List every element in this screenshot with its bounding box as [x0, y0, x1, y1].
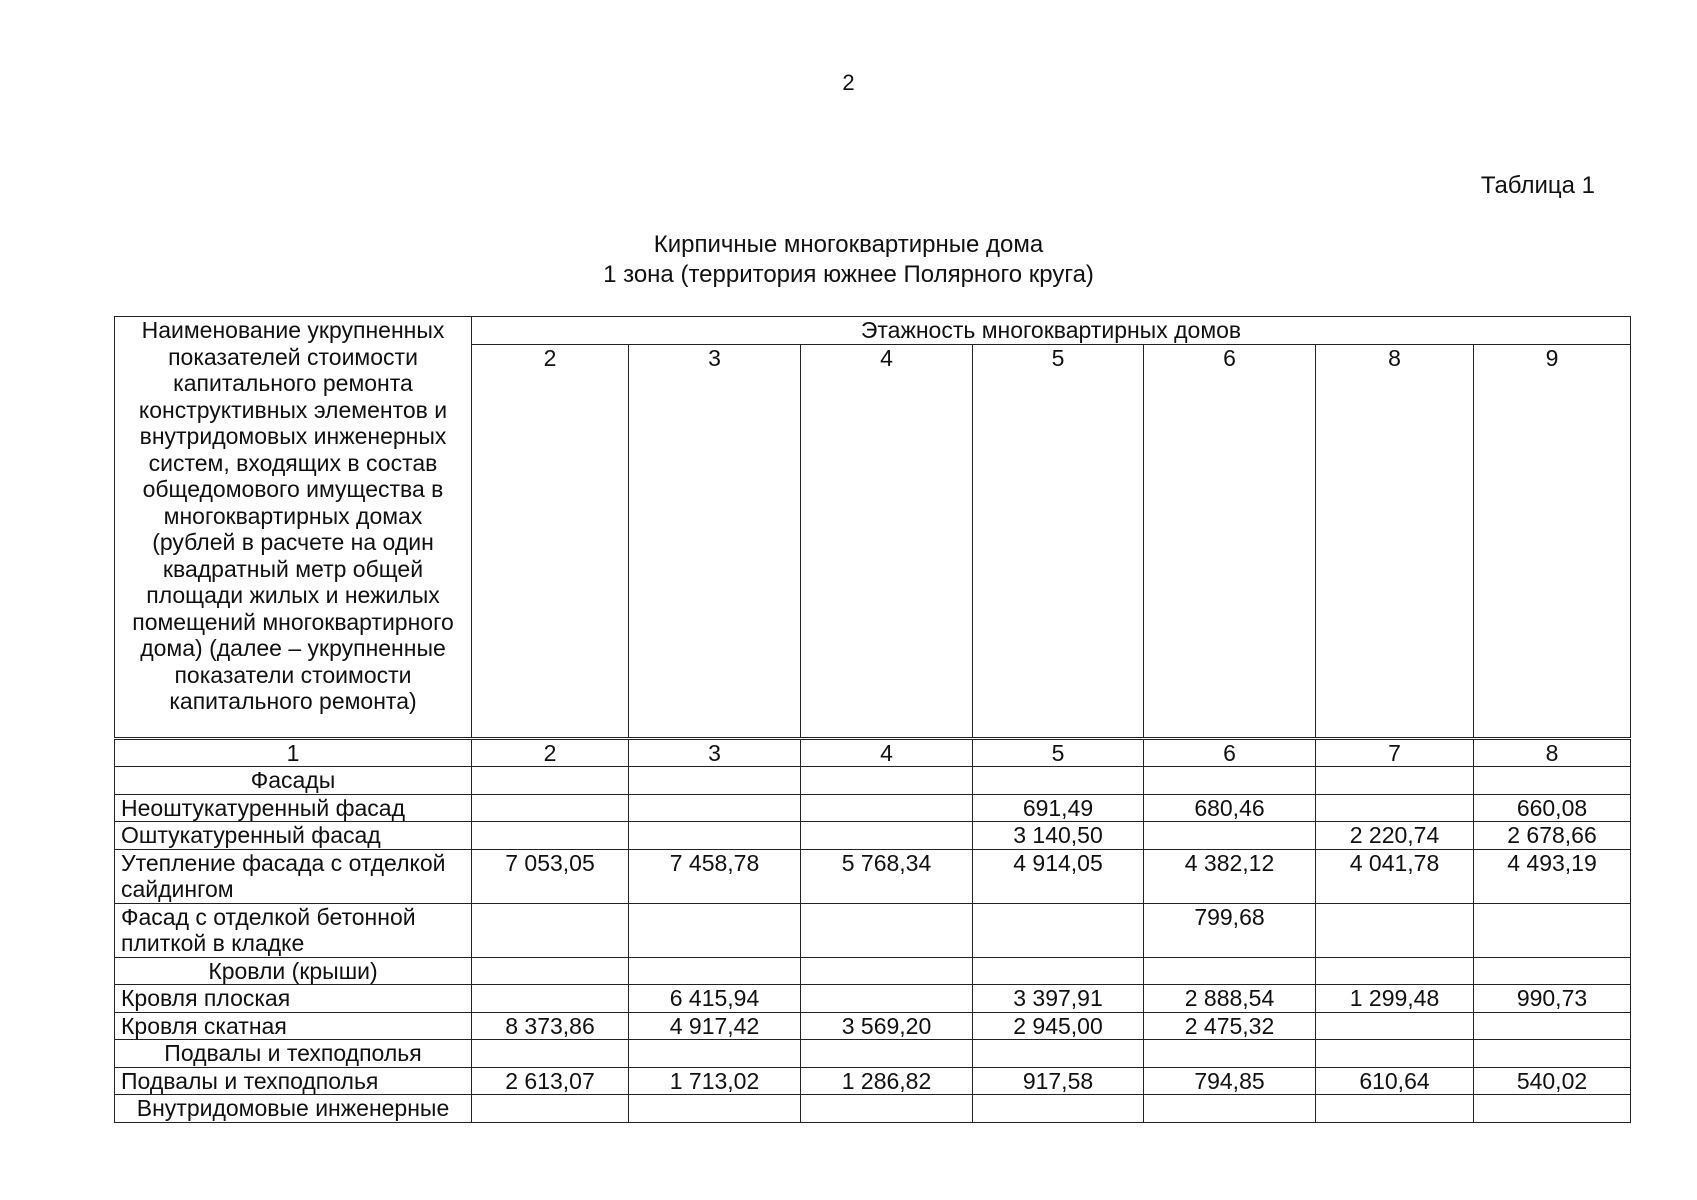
- value-cell: [629, 903, 801, 957]
- row-name: Фасад с отделкой бетонной плиткой в кладке: [115, 903, 472, 957]
- header-floor: 4: [801, 344, 973, 738]
- value-cell: 794,85: [1144, 1067, 1316, 1095]
- value-cell: 917,58: [973, 1067, 1144, 1095]
- value-cell: [801, 985, 973, 1013]
- value-cell: [973, 1095, 1144, 1123]
- value-cell: 2 613,07: [472, 1067, 629, 1095]
- value-cell: [801, 794, 973, 822]
- value-cell: 3 397,91: [973, 985, 1144, 1013]
- table-row: [115, 822, 1631, 850]
- value-cell: [973, 1040, 1144, 1068]
- table-row: [115, 849, 1631, 903]
- value-cell: [801, 957, 973, 985]
- value-cell: [801, 1095, 973, 1123]
- value-cell: [1316, 794, 1474, 822]
- value-cell: [1316, 1012, 1474, 1040]
- value-cell: 1 299,48: [1316, 985, 1474, 1013]
- value-cell: 4 914,05: [973, 849, 1144, 903]
- header-first-col-text: Наименование укрупненных показателей стоимости капитального ремонта конструктивных элементов и внутридомовых инженерных систем, входящих в состав общедомового имущества в многоквартирных домах (рублей в расчете на один квадратный метр общей площади жилых и нежилых помещений многоквартирного дома) (далее – укрупненные показатели стоимости капитального ремонта): [132, 317, 454, 714]
- value-cell: [629, 767, 801, 795]
- row-name: Кровля плоская: [115, 985, 472, 1013]
- value-cell: 990,73: [1474, 985, 1631, 1013]
- table-title: [0, 230, 1697, 290]
- value-cell: 660,08: [1474, 794, 1631, 822]
- value-cell: 691,49: [973, 794, 1144, 822]
- value-cell: [472, 1095, 629, 1123]
- value-cell: [1144, 822, 1316, 850]
- value-cell: [1474, 1040, 1631, 1068]
- cost-table: [114, 316, 1631, 1123]
- value-cell: [973, 767, 1144, 795]
- header-floor: 9: [1474, 344, 1631, 738]
- column-number: 2: [472, 738, 629, 767]
- value-cell: [801, 767, 973, 795]
- value-cell: 4 917,42: [629, 1012, 801, 1040]
- table-label: Таблица 1: [1480, 172, 1595, 199]
- header-floor: 5: [973, 344, 1144, 738]
- column-number: 4: [801, 738, 973, 767]
- section-row: [115, 767, 1631, 795]
- row-name: Оштукатуренный фасад: [115, 822, 472, 850]
- value-cell: [629, 957, 801, 985]
- section-row: [115, 957, 1631, 985]
- section-title: Подвалы и техподполья: [115, 1040, 472, 1068]
- value-cell: [629, 794, 801, 822]
- title-line-1: Кирпичные многоквартирные дома: [653, 231, 1044, 258]
- value-cell: 7 458,78: [629, 849, 801, 903]
- value-cell: 5 768,34: [801, 849, 973, 903]
- value-cell: [973, 903, 1144, 957]
- value-cell: [472, 767, 629, 795]
- column-number: 7: [1316, 738, 1474, 767]
- value-cell: [1144, 767, 1316, 795]
- column-number-row: [115, 738, 1631, 767]
- header-floor: 6: [1144, 344, 1316, 738]
- value-cell: 2 678,66: [1474, 822, 1631, 850]
- header-floor: 3: [629, 344, 801, 738]
- value-cell: 2 945,00: [973, 1012, 1144, 1040]
- value-cell: [1474, 1095, 1631, 1123]
- value-cell: [1144, 957, 1316, 985]
- column-number: 1: [115, 738, 472, 767]
- value-cell: [1144, 1040, 1316, 1068]
- value-cell: [801, 1040, 973, 1068]
- value-cell: [801, 903, 973, 957]
- header-floor: 8: [1316, 344, 1474, 738]
- section-title: Фасады: [115, 767, 472, 795]
- row-name: Кровля скатная: [115, 1012, 472, 1040]
- value-cell: [1474, 957, 1631, 985]
- row-name: Неоштукатуренный фасад: [115, 794, 472, 822]
- value-cell: 680,46: [1144, 794, 1316, 822]
- value-cell: [1316, 957, 1474, 985]
- value-cell: 4 041,78: [1316, 849, 1474, 903]
- value-cell: 799,68: [1144, 903, 1316, 957]
- value-cell: [973, 957, 1144, 985]
- column-number: 3: [629, 738, 801, 767]
- value-cell: [472, 957, 629, 985]
- value-cell: 540,02: [1474, 1067, 1631, 1095]
- value-cell: [629, 1095, 801, 1123]
- header-floor: 2: [472, 344, 629, 738]
- value-cell: 6 415,94: [629, 985, 801, 1013]
- value-cell: [472, 794, 629, 822]
- value-cell: [1474, 903, 1631, 957]
- value-cell: 7 053,05: [472, 849, 629, 903]
- page-number: 2: [842, 70, 855, 95]
- value-cell: 3 569,20: [801, 1012, 973, 1040]
- section-row: [115, 1040, 1631, 1068]
- value-cell: 2 888,54: [1144, 985, 1316, 1013]
- table-row: [115, 1067, 1631, 1095]
- header-first-col: [115, 317, 472, 739]
- section-title: Кровли (крыши): [115, 957, 472, 985]
- section-row: [115, 1095, 1631, 1123]
- value-cell: [1316, 767, 1474, 795]
- value-cell: [1316, 1040, 1474, 1068]
- value-cell: 2 475,32: [1144, 1012, 1316, 1040]
- row-name: Утепление фасада с отделкой сайдингом: [115, 849, 472, 903]
- value-cell: 8 373,86: [472, 1012, 629, 1040]
- value-cell: [472, 822, 629, 850]
- value-cell: [1316, 1095, 1474, 1123]
- value-cell: 610,64: [1316, 1067, 1474, 1095]
- column-number: 8: [1474, 738, 1631, 767]
- value-cell: [629, 1040, 801, 1068]
- value-cell: 1 713,02: [629, 1067, 801, 1095]
- table-row: [115, 1012, 1631, 1040]
- value-cell: 2 220,74: [1316, 822, 1474, 850]
- table-row: [115, 985, 1631, 1013]
- value-cell: [1316, 903, 1474, 957]
- value-cell: 3 140,50: [973, 822, 1144, 850]
- value-cell: [472, 985, 629, 1013]
- value-cell: 4 493,19: [1474, 849, 1631, 903]
- table-row: [115, 794, 1631, 822]
- value-cell: [801, 822, 973, 850]
- table-row: [115, 903, 1631, 957]
- row-name: Подвалы и техподполья: [115, 1067, 472, 1095]
- value-cell: 4 382,12: [1144, 849, 1316, 903]
- value-cell: [472, 903, 629, 957]
- value-cell: [629, 822, 801, 850]
- column-number: 5: [973, 738, 1144, 767]
- column-number: 6: [1144, 738, 1316, 767]
- value-cell: [472, 1040, 629, 1068]
- header-group-floors: Этажность многоквартирных домов: [472, 317, 1631, 345]
- value-cell: [1474, 1012, 1631, 1040]
- title-line-2: 1 зона (территория южнее Полярного круга): [603, 261, 1094, 288]
- header-row-group: [115, 317, 1631, 345]
- value-cell: [1144, 1095, 1316, 1123]
- value-cell: [1474, 767, 1631, 795]
- section-title: Внутридомовые инженерные: [115, 1095, 472, 1123]
- value-cell: 1 286,82: [801, 1067, 973, 1095]
